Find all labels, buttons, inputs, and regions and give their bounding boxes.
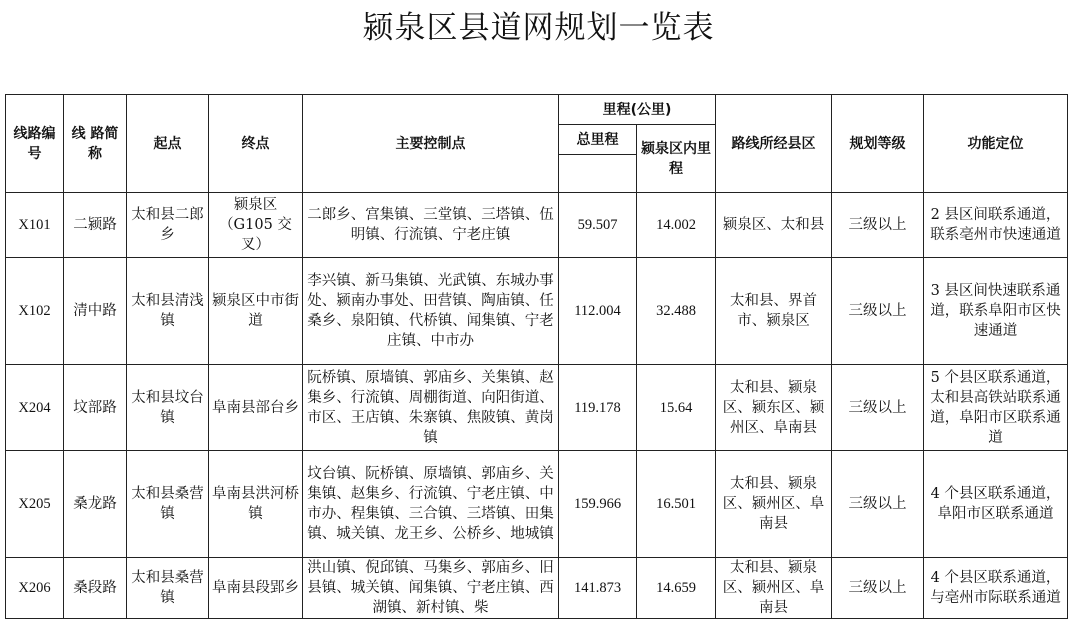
- header-code: 线路编号: [6, 95, 64, 193]
- header-start: 起点: [127, 95, 209, 193]
- header-inner: 颍泉区内里程: [637, 125, 716, 193]
- cell-control: 洪山镇、倪邱镇、马集乡、郭庙乡、旧县镇、城关镇、闻集镇、宁老庄镇、西湖镇、新村镇、柴: [303, 558, 559, 619]
- cell-start: 太和县坟台镇: [127, 365, 209, 451]
- cell-function: 3 县区间快速联系通道，联系阜阳市区快速通道: [924, 258, 1068, 365]
- header-control: 主要控制点: [303, 95, 559, 193]
- cell-counties: 颍泉区、太和县: [716, 193, 832, 258]
- cell-control: 坟台镇、阮桥镇、原墙镇、郭庙乡、关集镇、赵集乡、行流镇、宁老庄镇、中市办、程集镇、三合镇、三塔镇、田集镇、城关镇、龙王乡、公桥乡、地城镇: [303, 451, 559, 558]
- header-function: 功能定位: [924, 95, 1068, 193]
- cell-grade: 三级以上: [832, 451, 924, 558]
- cell-inner: 14.002: [637, 193, 716, 258]
- cell-counties: 太和县、颍泉区、颍州区、阜南县: [716, 558, 832, 619]
- header-end: 终点: [209, 95, 303, 193]
- cell-total: 159.966: [559, 451, 637, 558]
- cell-total: 112.004: [559, 258, 637, 365]
- cell-start: 太和县桑营镇: [127, 451, 209, 558]
- cell-short: 清中路: [64, 258, 127, 365]
- cell-function: 5 个县区联系通道，太和县高铁站联系通道，阜阳市区联系通道: [924, 365, 1068, 451]
- cell-inner: 14.659: [637, 558, 716, 619]
- cell-inner: 32.488: [637, 258, 716, 365]
- cell-code: X206: [6, 558, 64, 619]
- cell-end: 颍泉区（G105 交叉）: [209, 193, 303, 258]
- cell-code: X102: [6, 258, 64, 365]
- cell-control: 阮桥镇、原墙镇、郭庙乡、关集镇、赵集乡、行流镇、周棚街道、向阳街道、市区、王店镇、朱寨镇、焦陂镇、黄岗镇: [303, 365, 559, 451]
- table-row: [6, 558, 1068, 619]
- cell-inner: 15.64: [637, 365, 716, 451]
- header-counties: 路线所经县区: [716, 95, 832, 193]
- cell-short: 二颍路: [64, 193, 127, 258]
- header-total-spacer: [559, 155, 637, 193]
- table-row: [6, 258, 1068, 365]
- cell-inner: 16.501: [637, 451, 716, 558]
- cell-code: X101: [6, 193, 64, 258]
- cell-start: 太和县桑营镇: [127, 558, 209, 619]
- page-title: 颍泉区县道网规划一览表: [362, 10, 715, 46]
- cell-end: 颍泉区中市街道: [209, 258, 303, 365]
- header-short: 线 路简称: [64, 95, 127, 193]
- cell-end: 阜南县部台乡: [209, 365, 303, 451]
- table-row: [6, 451, 1068, 558]
- cell-counties: 太和县、颍泉区、颍东区、颍州区、阜南县: [716, 365, 832, 451]
- cell-code: X205: [6, 451, 64, 558]
- cell-short: 桑段路: [64, 558, 127, 619]
- cell-short: 桑龙路: [64, 451, 127, 558]
- header-grade: 规划等级: [832, 95, 924, 193]
- cell-total: 141.873: [559, 558, 637, 619]
- cell-start: 太和县清浅镇: [127, 258, 209, 365]
- cell-grade: 三级以上: [832, 365, 924, 451]
- header-total: 总里程: [559, 125, 637, 155]
- cell-end: 阜南县段郢乡: [209, 558, 303, 619]
- cell-code: X204: [6, 365, 64, 451]
- header-mileage: 里程(公里): [559, 95, 716, 125]
- cell-total: 59.507: [559, 193, 637, 258]
- table-row: [6, 365, 1068, 451]
- cell-function: 2 县区间联系通道，联系亳州市快速通道: [924, 193, 1068, 258]
- cell-end: 阜南县洪河桥镇: [209, 451, 303, 558]
- cell-grade: 三级以上: [832, 258, 924, 365]
- county-road-table: [5, 94, 1068, 619]
- cell-counties: 太和县、颍泉区、颍州区、阜南县: [716, 451, 832, 558]
- cell-grade: 三级以上: [832, 558, 924, 619]
- cell-total: 119.178: [559, 365, 637, 451]
- table-row: [6, 193, 1068, 258]
- cell-counties: 太和县、界首市、颍泉区: [716, 258, 832, 365]
- cell-short: 坟部路: [64, 365, 127, 451]
- cell-grade: 三级以上: [832, 193, 924, 258]
- cell-control: 李兴镇、新马集镇、光武镇、东城办事处、颍南办事处、田营镇、陶庙镇、任桑乡、泉阳镇、代桥镇、闻集镇、宁老庄镇、中市办: [303, 258, 559, 365]
- cell-control: 二郎乡、宫集镇、三堂镇、三塔镇、伍明镇、行流镇、宁老庄镇: [303, 193, 559, 258]
- cell-start: 太和县二郎乡: [127, 193, 209, 258]
- header-row-1: [6, 95, 1068, 125]
- cell-function: 4 个县区联系通道，阜阳市区联系通道: [924, 451, 1068, 558]
- cell-function: 4 个县区联系通道，与亳州市际联系通道: [924, 558, 1068, 619]
